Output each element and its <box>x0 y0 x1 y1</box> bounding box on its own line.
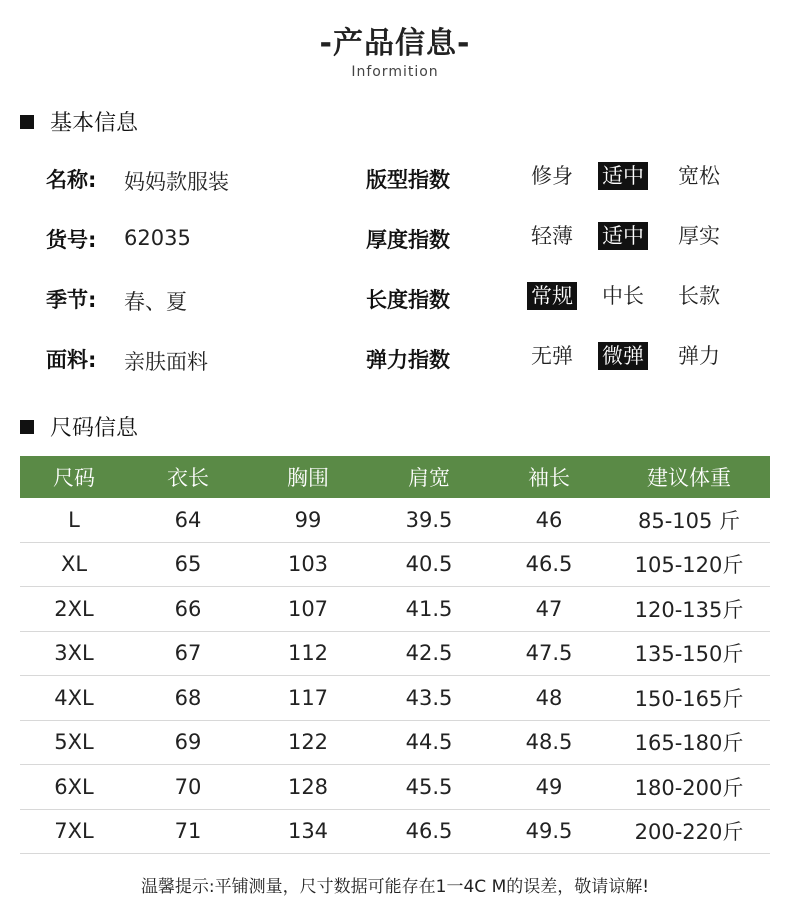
column-header: 胸围 <box>287 466 329 490</box>
info-value: 62035 <box>124 226 191 250</box>
table-cell: 45.5 <box>405 774 453 799</box>
table-cell: 4XL <box>54 685 94 710</box>
page-title: -产品信息- <box>319 26 471 61</box>
index-option: 修身 <box>531 164 573 188</box>
info-row <box>0 160 790 194</box>
section-size-info <box>20 411 138 442</box>
table-cell: 64 <box>174 507 202 532</box>
table-cell: 135-150斤 <box>634 642 744 667</box>
table-cell: 43.5 <box>405 685 453 710</box>
table-cell: 40.5 <box>405 552 453 577</box>
index-label: 厚度指数 <box>366 228 450 252</box>
table-cell: 39.5 <box>405 507 453 532</box>
table-cell: 47 <box>535 596 563 621</box>
table-cell: 65 <box>174 552 202 577</box>
table-cell: L <box>68 507 80 532</box>
column-header: 肩宽 <box>408 466 450 490</box>
table-cell: 46.5 <box>525 552 573 577</box>
info-label: 季节: <box>46 288 97 312</box>
table-row <box>20 721 770 766</box>
table-header <box>20 456 770 498</box>
info-label: 货号: <box>46 228 97 252</box>
index-option: 宽松 <box>678 164 720 188</box>
square-bullet-icon <box>20 420 34 434</box>
table-cell: 48.5 <box>525 730 573 755</box>
table-cell: 103 <box>287 552 329 577</box>
table-cell: 46.5 <box>405 819 453 844</box>
table-cell: 46 <box>535 507 563 532</box>
table-cell: 2XL <box>54 596 94 621</box>
column-header: 袖长 <box>528 466 570 490</box>
table-cell: 3XL <box>54 641 94 666</box>
index-option: 厚实 <box>678 224 720 248</box>
table-cell: 134 <box>287 819 329 844</box>
table-cell: 165-180斤 <box>634 731 744 756</box>
index-option: 无弹 <box>531 344 573 368</box>
index-option-selected: 适中 <box>598 222 648 250</box>
square-bullet-icon <box>20 115 34 129</box>
index-option-selected: 微弹 <box>598 342 648 370</box>
index-option: 长款 <box>678 284 720 308</box>
measurement-note: 温馨提示:平铺测量，尺寸数据可能存在1一4C M的误差，敬请谅解! <box>140 877 650 897</box>
table-cell: 107 <box>287 596 329 621</box>
table-cell: 49 <box>535 774 563 799</box>
section-title: 尺码信息 <box>50 416 139 441</box>
table-cell: 71 <box>174 819 202 844</box>
table-cell: 47.5 <box>525 641 573 666</box>
info-value: 春、夏 <box>124 290 187 314</box>
table-cell: 69 <box>174 730 202 755</box>
table-row <box>20 498 770 543</box>
table-cell: 7XL <box>54 819 94 844</box>
index-option: 中长 <box>602 284 644 308</box>
table-cell: XL <box>60 552 88 577</box>
table-cell: 120-135斤 <box>634 597 744 622</box>
table-cell: 128 <box>287 774 329 799</box>
column-header: 衣长 <box>167 466 209 490</box>
table-cell: 48 <box>535 685 563 710</box>
index-option: 轻薄 <box>531 224 573 248</box>
table-cell: 150-165斤 <box>634 686 744 711</box>
table-cell: 68 <box>174 685 202 710</box>
column-header: 尺码 <box>53 466 95 490</box>
info-value: 妈妈款服装 <box>124 170 229 194</box>
table-cell: 6XL <box>54 774 94 799</box>
index-option-selected: 常规 <box>527 282 577 310</box>
info-row <box>0 220 790 254</box>
table-cell: 105-120斤 <box>634 553 744 578</box>
table-cell: 117 <box>287 685 329 710</box>
index-label: 弹力指数 <box>366 348 450 372</box>
table-cell: 67 <box>174 641 202 666</box>
table-row <box>20 543 770 588</box>
index-option-selected: 适中 <box>598 162 648 190</box>
table-cell: 200-220斤 <box>634 820 744 845</box>
size-table <box>20 456 770 854</box>
info-label: 面料: <box>46 348 97 372</box>
table-row <box>20 765 770 810</box>
table-cell: 112 <box>287 641 329 666</box>
table-cell: 5XL <box>54 730 94 755</box>
table-cell: 41.5 <box>405 596 453 621</box>
index-option: 弹力 <box>678 344 720 368</box>
info-row <box>0 340 790 374</box>
index-label: 长度指数 <box>366 288 450 312</box>
table-cell: 85-105 斤 <box>637 508 741 533</box>
table-cell: 70 <box>174 774 202 799</box>
table-cell: 99 <box>294 507 322 532</box>
table-cell: 44.5 <box>405 730 453 755</box>
section-basic-info <box>20 106 138 137</box>
table-row <box>20 587 770 632</box>
page-subtitle: Informition <box>351 64 439 80</box>
info-label: 名称: <box>46 168 97 192</box>
column-header: 建议体重 <box>647 466 731 490</box>
table-cell: 122 <box>287 730 329 755</box>
table-row <box>20 810 770 855</box>
info-row <box>0 280 790 314</box>
table-cell: 49.5 <box>525 819 573 844</box>
table-cell: 42.5 <box>405 641 453 666</box>
info-value: 亲肤面料 <box>124 350 208 374</box>
index-label: 版型指数 <box>366 168 450 192</box>
table-cell: 66 <box>174 596 202 621</box>
section-title: 基本信息 <box>50 111 139 136</box>
table-row <box>20 632 770 677</box>
table-row <box>20 676 770 721</box>
table-cell: 180-200斤 <box>634 775 744 800</box>
